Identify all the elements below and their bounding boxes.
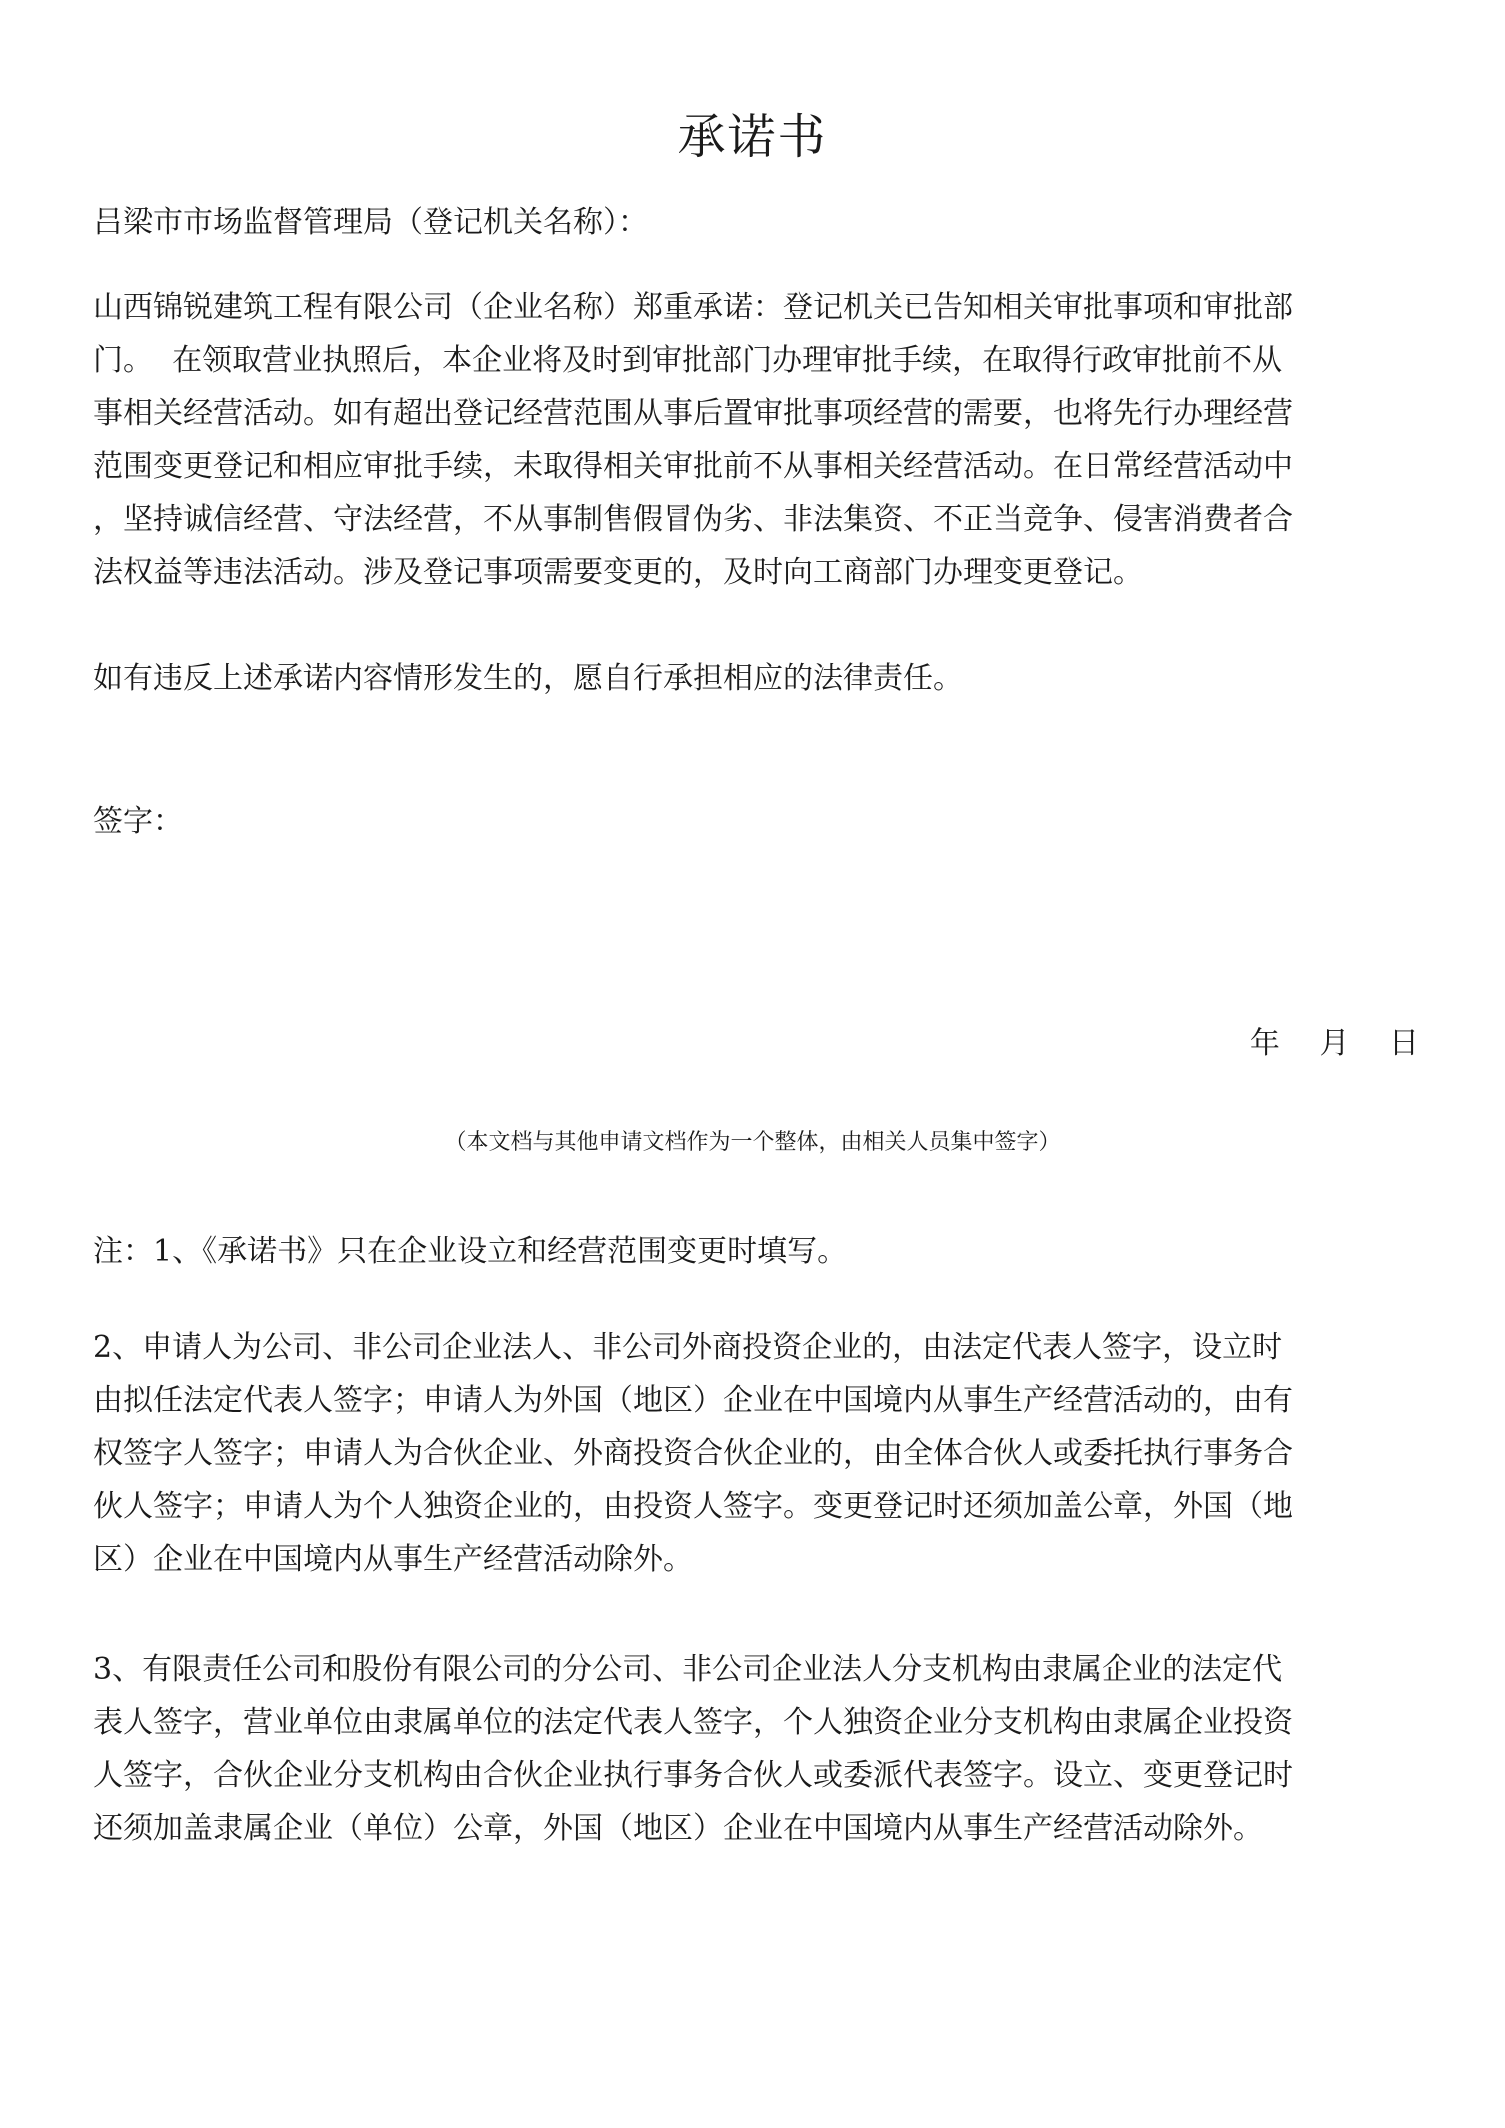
note-line: 3、有限责任公司和股份有限公司的分公司、非公司企业法人分支机构由隶属企业的法定代 (93, 1652, 1283, 1687)
note-line: 表人签字，营业单位由隶属单位的法定代表人签字，个人独资企业分支机构由隶属企业投资 (93, 1705, 1293, 1740)
signature-label: 签字： (93, 804, 183, 839)
note-line: 区）企业在中国境内从事生产经营活动除外。 (93, 1542, 693, 1577)
paragraph-line: 范围变更登记和相应审批手续，未取得相关审批前不从事相关经营活动。在日常经营活动中 (93, 449, 1293, 484)
paragraph-line: 事相关经营活动。如有超出登记经营范围从事后置审批事项经营的需要，也将先行办理经营 (93, 396, 1293, 431)
liability-statement: 如有违反上述承诺内容情形发生的，愿自行承担相应的法律责任。 (93, 661, 963, 696)
document-title: 承诺书 (677, 109, 828, 165)
date-month-label: 月 (1319, 1026, 1350, 1061)
signing-footnote: （本文档与其他申请文档作为一个整体，由相关人员集中签字） (444, 1130, 1061, 1155)
note-line: 伙人签字；申请人为个人独资企业的，由投资人签字。变更登记时还须加盖公章，外国（地 (93, 1489, 1293, 1524)
note-line: 权签字人签字；申请人为合伙企业、外商投资合伙企业的，由全体合伙人或委托执行事务合 (93, 1436, 1293, 1471)
note-line: 由拟任法定代表人签字；申请人为外国（地区）企业在中国境内从事生产经营活动的，由有 (93, 1383, 1293, 1418)
note-line: 人签字，合伙企业分支机构由合伙企业执行事务合伙人或委派代表签字。设立、变更登记时 (93, 1758, 1293, 1793)
note-line: 还须加盖隶属企业（单位）公章，外国（地区）企业在中国境内从事生产经营活动除外。 (93, 1811, 1263, 1846)
date-day-label: 日 (1389, 1026, 1419, 1061)
note-line: 2、申请人为公司、非公司企业法人、非公司外商投资企业的，由法定代表人签字，设立时 (93, 1330, 1283, 1365)
date-line (1250, 1017, 1419, 1070)
note-2 (93, 1321, 1415, 1586)
paragraph-line: 山西锦锐建筑工程有限公司（企业名称）郑重承诺：登记机关已告知相关审批事项和审批部 (93, 290, 1293, 325)
note-3 (93, 1643, 1415, 1855)
commitment-paragraph (93, 281, 1415, 599)
paragraph-line: 法权益等违法活动。涉及登记事项需要变更的，及时向工商部门办理变更登记。 (93, 555, 1143, 590)
date-year-label: 年 (1249, 1026, 1280, 1061)
note-1: 注：1、《承诺书》只在企业设立和经营范围变更时填写。 (93, 1234, 848, 1269)
paragraph-line: ，坚持诚信经营、守法经营，不从事制售假冒伪劣、非法集资、不正当竞争、侵害消费者合 (93, 502, 1293, 537)
salutation: 吕梁市市场监督管理局（登记机关名称）： (93, 205, 648, 240)
paragraph-line: 门。 在领取营业执照后，本企业将及时到审批部门办理审批手续，在取得行政审批前不从 (93, 343, 1283, 378)
